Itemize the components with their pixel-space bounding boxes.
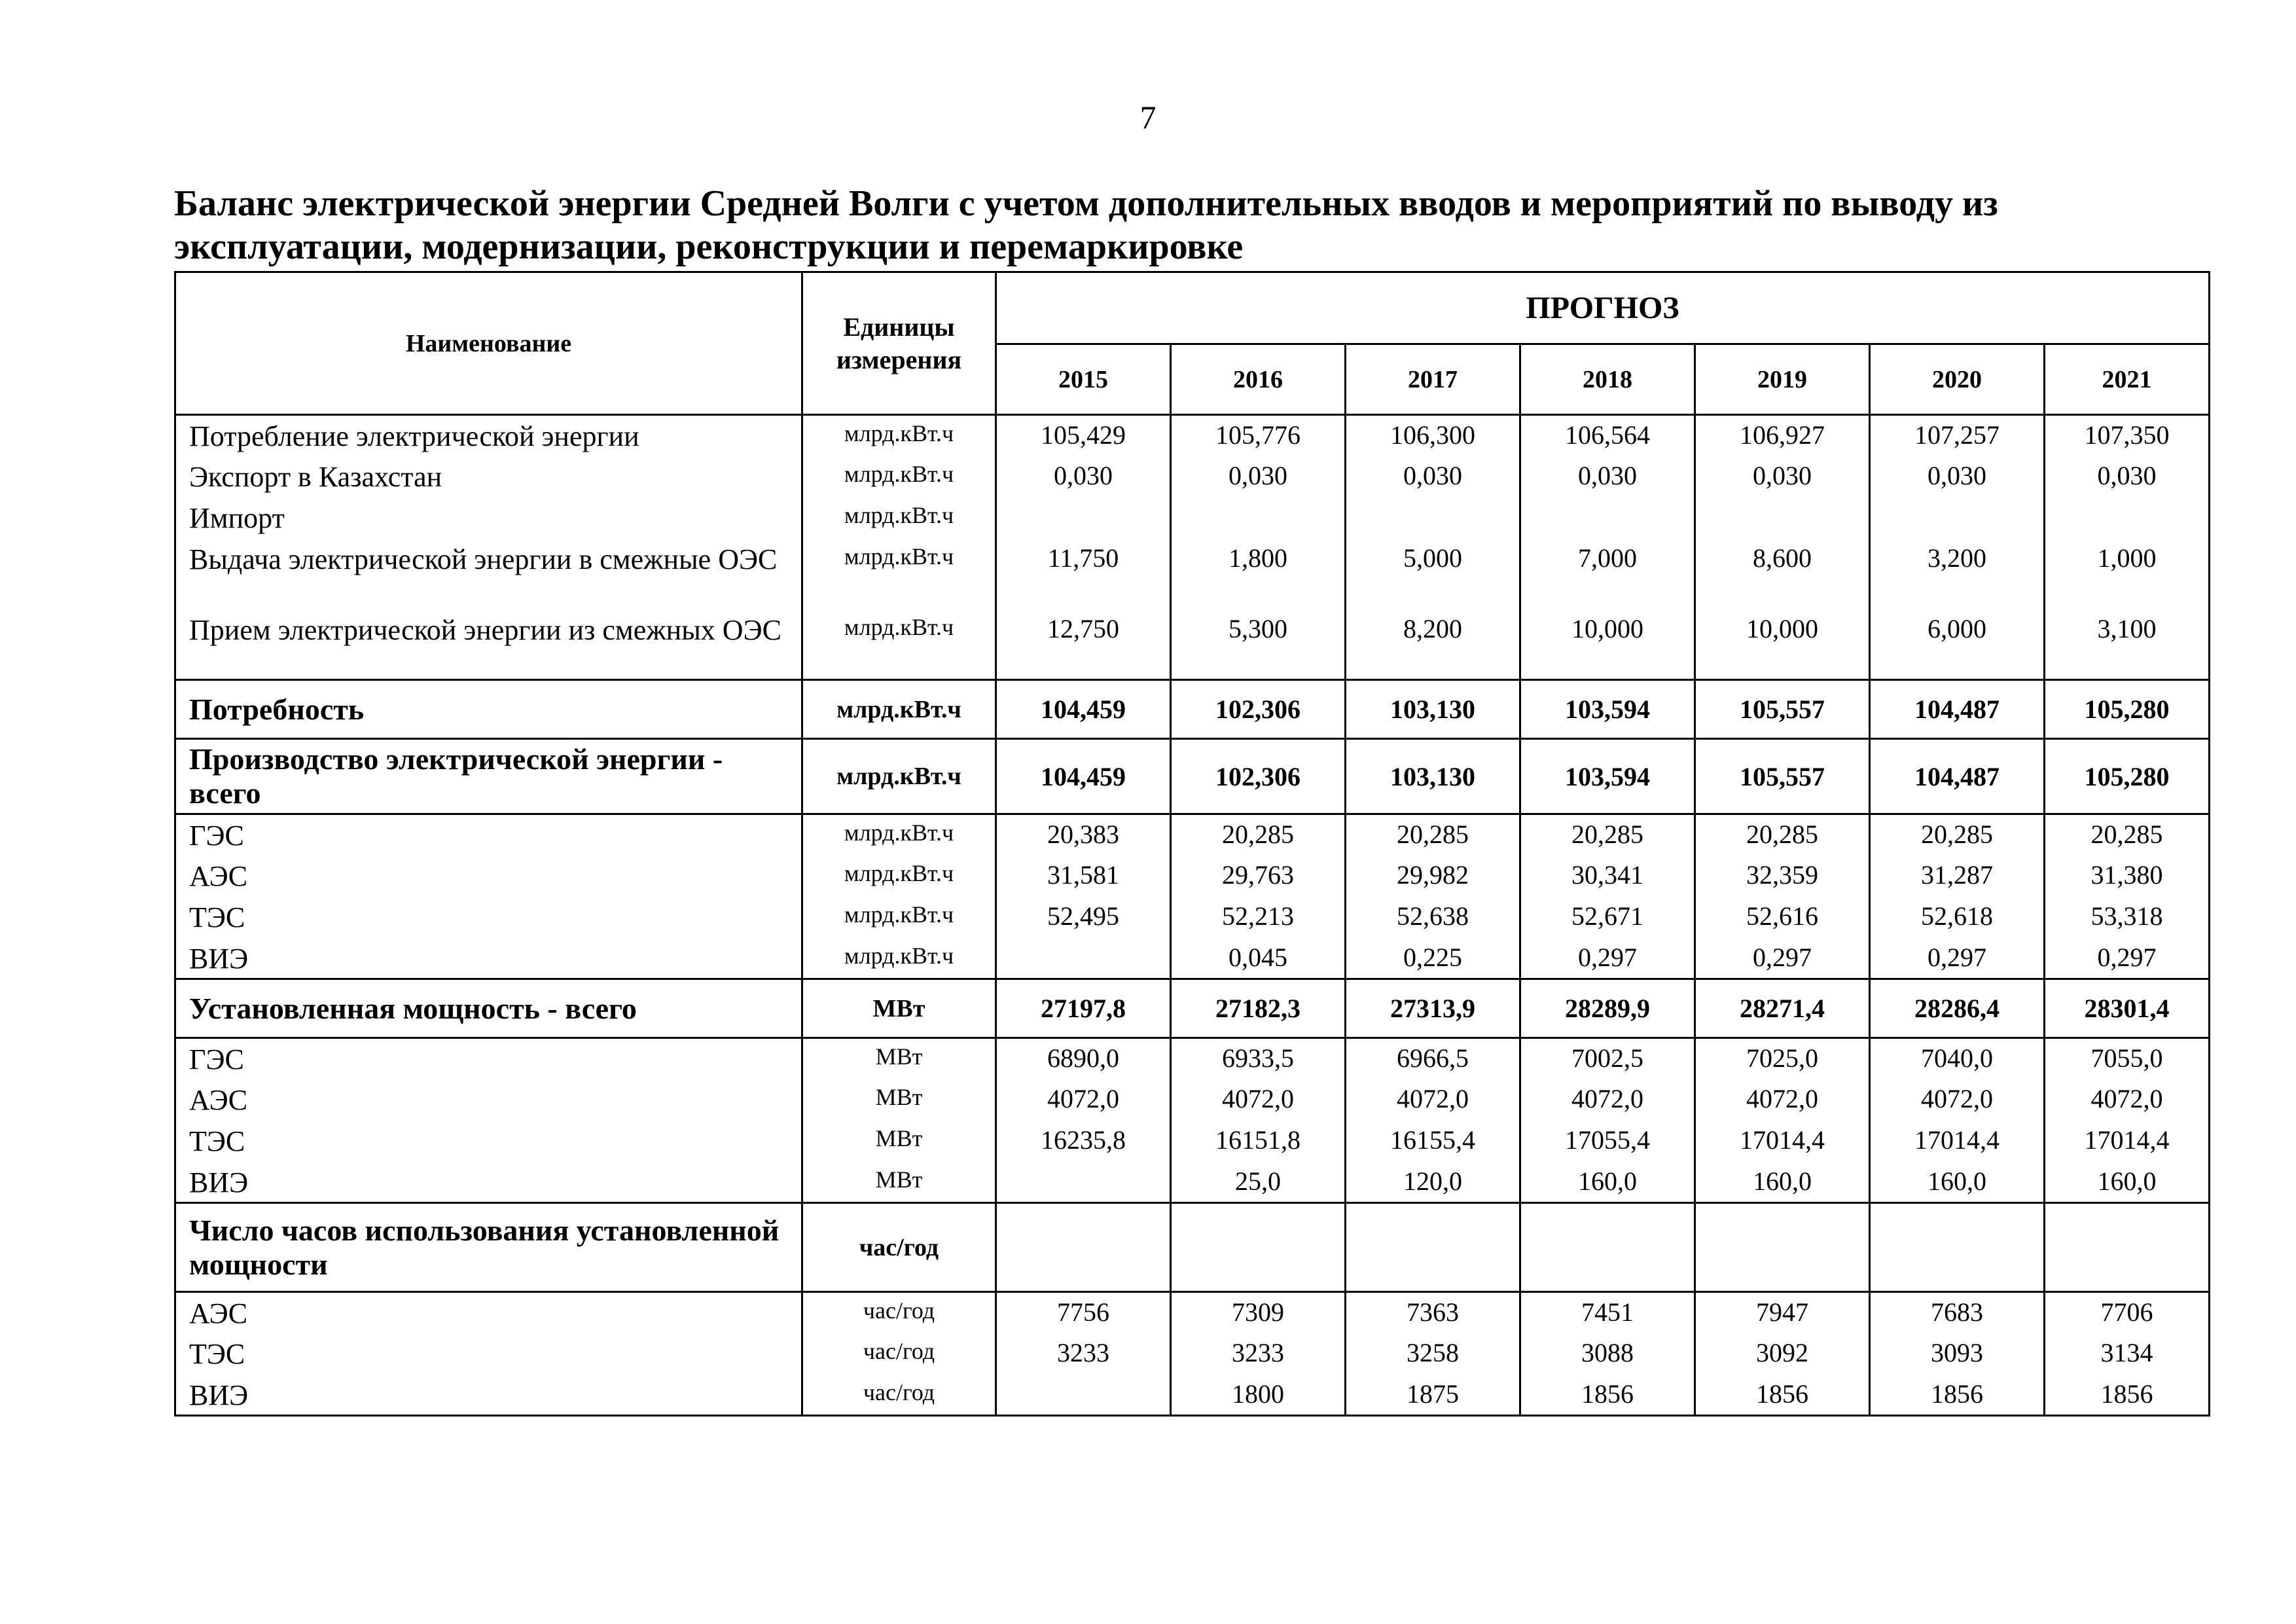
year-header: 2021 [2045,344,2210,415]
value-cell: 106,927 [1695,415,1870,456]
value-cell: 52,638 [1346,897,1520,938]
year-header: 2018 [1520,344,1695,415]
value-cell: 28271,4 [1695,979,1870,1038]
value-cell: 160,0 [1870,1162,2045,1203]
value-cell: 106,564 [1520,415,1695,456]
year-header: 2017 [1346,344,1520,415]
value-cell: 52,618 [1870,897,2045,938]
value-cell: 103,594 [1520,680,1695,739]
value-cell: 1856 [2045,1375,2210,1416]
value-cell: 0,030 [1171,456,1346,497]
value-cell: 20,285 [1870,814,2045,856]
value-cell: 8,200 [1346,609,1520,680]
value-cell: 0,030 [2045,456,2210,497]
value-cell [1695,497,1870,539]
value-cell [1520,497,1695,539]
table-row [175,938,2210,979]
value-cell: 16235,8 [996,1121,1171,1162]
value-cell: 1875 [1346,1375,1520,1416]
value-cell: 0,297 [2045,938,2210,979]
row-unit: млрд.кВт.ч [802,739,996,814]
row-unit: млрд.кВт.ч [802,814,996,856]
row-name: ГЭС [175,814,802,856]
value-cell: 3134 [2045,1333,2210,1375]
value-cell: 6966,5 [1346,1038,1520,1079]
value-cell: 4072,0 [996,1079,1171,1121]
row-name: ВИЭ [175,938,802,979]
year-header: 2019 [1695,344,1870,415]
value-cell: 5,000 [1346,539,1520,609]
value-cell: 1,000 [2045,539,2210,609]
value-cell: 105,776 [1171,415,1346,456]
row-name: АЭС [175,1292,802,1333]
value-cell: 0,045 [1171,938,1346,979]
value-cell: 3088 [1520,1333,1695,1375]
value-cell: 3233 [996,1333,1171,1375]
value-cell: 8,600 [1695,539,1870,609]
value-cell: 20,383 [996,814,1171,856]
value-cell: 104,459 [996,680,1171,739]
row-name: ГЭС [175,1038,802,1079]
value-cell: 17014,4 [1870,1121,2045,1162]
value-cell: 120,0 [1346,1162,1520,1203]
column-header-name: Наименование [175,272,802,415]
value-cell: 17014,4 [2045,1121,2210,1162]
row-name: Потребность [175,680,802,739]
value-cell: 102,306 [1171,680,1346,739]
table-row [175,814,2210,856]
value-cell: 103,594 [1520,739,1695,814]
table-row [175,497,2210,539]
value-cell [1346,1203,1520,1292]
table-row [175,1333,2210,1375]
value-cell [1870,497,2045,539]
value-cell: 27197,8 [996,979,1171,1038]
value-cell: 52,495 [996,897,1171,938]
column-header-unit: Единицы измерения [802,272,996,415]
value-cell: 160,0 [2045,1162,2210,1203]
value-cell: 7002,5 [1520,1038,1695,1079]
row-unit: млрд.кВт.ч [802,539,996,609]
value-cell: 4072,0 [1346,1079,1520,1121]
value-cell: 0,297 [1520,938,1695,979]
row-name: АЭС [175,856,802,897]
row-name: Потребление электрической энергии [175,415,802,456]
value-cell: 7,000 [1520,539,1695,609]
value-cell: 3,200 [1870,539,2045,609]
value-cell: 1856 [1870,1375,2045,1416]
row-unit: млрд.кВт.ч [802,938,996,979]
value-cell: 20,285 [1171,814,1346,856]
value-cell: 10,000 [1695,609,1870,680]
page-number: 7 [1139,99,1157,135]
table-row [175,1292,2210,1333]
table-row [175,539,2210,609]
value-cell: 7055,0 [2045,1038,2210,1079]
value-cell: 7363 [1346,1292,1520,1333]
value-cell: 28301,4 [2045,979,2210,1038]
row-name: Экспорт в Казахстан [175,456,802,497]
row-unit: млрд.кВт.ч [802,456,996,497]
value-cell: 0,030 [996,456,1171,497]
value-cell: 7683 [1870,1292,2045,1333]
value-cell: 104,487 [1870,739,2045,814]
value-cell: 105,429 [996,415,1171,456]
value-cell: 104,487 [1870,680,2045,739]
page-title: Баланс электрической энергии Средней Волги с учетом дополнительных вводов и мероприятий по выводу из эксплуатации, модернизации, реконструкции и перемаркировке [174,183,1998,267]
value-cell: 7025,0 [1695,1038,1870,1079]
value-cell: 3233 [1171,1333,1346,1375]
value-cell: 5,300 [1171,609,1346,680]
value-cell: 107,350 [2045,415,2210,456]
table-row [175,1079,2210,1121]
row-unit: час/год [802,1292,996,1333]
value-cell: 30,341 [1520,856,1695,897]
value-cell: 105,280 [2045,739,2210,814]
value-cell: 160,0 [1695,1162,1870,1203]
value-cell: 1856 [1520,1375,1695,1416]
year-header: 2016 [1171,344,1346,415]
row-unit: млрд.кВт.ч [802,609,996,680]
value-cell: 0,030 [1346,456,1520,497]
row-name: ТЭС [175,897,802,938]
value-cell: 0,297 [1870,938,2045,979]
value-cell [996,1203,1171,1292]
value-cell: 6890,0 [996,1038,1171,1079]
value-cell: 4072,0 [1870,1079,2045,1121]
value-cell: 28289,9 [1520,979,1695,1038]
value-cell [1695,1203,1870,1292]
value-cell: 106,300 [1346,415,1520,456]
value-cell: 104,459 [996,739,1171,814]
row-name: ТЭС [175,1121,802,1162]
row-unit: МВт [802,1038,996,1079]
value-cell: 20,285 [1520,814,1695,856]
value-cell: 3092 [1695,1333,1870,1375]
row-name: ВИЭ [175,1162,802,1203]
value-cell: 17055,4 [1520,1121,1695,1162]
year-header: 2015 [996,344,1171,415]
table-row [175,1162,2210,1203]
value-cell: 6,000 [1870,609,2045,680]
value-cell: 103,130 [1346,739,1520,814]
row-name: ТЭС [175,1333,802,1375]
value-cell: 160,0 [1520,1162,1695,1203]
value-cell: 52,616 [1695,897,1870,938]
value-cell: 105,557 [1695,680,1870,739]
value-cell: 0,030 [1870,456,2045,497]
value-cell: 20,285 [1346,814,1520,856]
row-unit: час/год [802,1375,996,1416]
row-unit: млрд.кВт.ч [802,680,996,739]
value-cell [2045,497,2210,539]
table-row [175,897,2210,938]
table-row [175,979,2210,1038]
row-unit: МВт [802,979,996,1038]
value-cell [996,497,1171,539]
table-row [175,739,2210,814]
value-cell: 27313,9 [1346,979,1520,1038]
value-cell: 105,280 [2045,680,2210,739]
value-cell: 3258 [1346,1333,1520,1375]
value-cell: 20,285 [1695,814,1870,856]
value-cell: 0,225 [1346,938,1520,979]
value-cell [1346,497,1520,539]
row-name: АЭС [175,1079,802,1121]
year-header: 2020 [1870,344,2045,415]
table-row [175,1038,2210,1079]
row-name: Выдача электрической энергии в смежные ОЭС [175,539,802,609]
row-unit: МВт [802,1162,996,1203]
value-cell: 10,000 [1520,609,1695,680]
value-cell [996,1162,1171,1203]
value-cell: 4072,0 [1695,1079,1870,1121]
value-cell: 0,030 [1520,456,1695,497]
value-cell: 16155,4 [1346,1121,1520,1162]
value-cell: 1,800 [1171,539,1346,609]
value-cell: 52,213 [1171,897,1346,938]
value-cell: 29,982 [1346,856,1520,897]
value-cell [1520,1203,1695,1292]
value-cell: 25,0 [1171,1162,1346,1203]
value-cell: 1856 [1695,1375,1870,1416]
row-unit: час/год [802,1203,996,1292]
value-cell [2045,1203,2210,1292]
value-cell: 3,100 [2045,609,2210,680]
value-cell: 7451 [1520,1292,1695,1333]
value-cell: 1800 [1171,1375,1346,1416]
row-unit: МВт [802,1079,996,1121]
value-cell: 107,257 [1870,415,2045,456]
value-cell: 20,285 [2045,814,2210,856]
row-name: ВИЭ [175,1375,802,1416]
table-row [175,415,2210,456]
value-cell: 3093 [1870,1333,2045,1375]
value-cell: 29,763 [1171,856,1346,897]
value-cell: 31,380 [2045,856,2210,897]
value-cell: 7947 [1695,1292,1870,1333]
value-cell: 0,030 [1695,456,1870,497]
value-cell: 7309 [1171,1292,1346,1333]
energy-balance-table [174,271,2210,1416]
row-unit: млрд.кВт.ч [802,897,996,938]
value-cell [996,938,1171,979]
value-cell: 105,557 [1695,739,1870,814]
value-cell: 31,287 [1870,856,2045,897]
value-cell: 102,306 [1171,739,1346,814]
value-cell: 4072,0 [2045,1079,2210,1121]
value-cell: 27182,3 [1171,979,1346,1038]
value-cell: 17014,4 [1695,1121,1870,1162]
value-cell [1171,1203,1346,1292]
value-cell: 6933,5 [1171,1038,1346,1079]
table-body [175,415,2210,1416]
value-cell [1870,1203,2045,1292]
value-cell: 103,130 [1346,680,1520,739]
table-row [175,456,2210,497]
value-cell: 31,581 [996,856,1171,897]
row-name: Производство электрической энергии - всего [175,739,802,814]
table-row [175,1121,2210,1162]
value-cell: 52,671 [1520,897,1695,938]
value-cell: 28286,4 [1870,979,2045,1038]
row-unit: час/год [802,1333,996,1375]
value-cell: 11,750 [996,539,1171,609]
row-name: Установленная мощность - всего [175,979,802,1038]
value-cell: 7706 [2045,1292,2210,1333]
row-name: Импорт [175,497,802,539]
value-cell: 4072,0 [1171,1079,1346,1121]
table-row [175,680,2210,739]
value-cell: 53,318 [2045,897,2210,938]
table-row [175,609,2210,680]
value-cell: 0,297 [1695,938,1870,979]
row-name: Прием электрической энергии из смежных ОЭС [175,609,802,680]
value-cell: 32,359 [1695,856,1870,897]
row-name: Число часов использования установленной мощности [175,1203,802,1292]
value-cell: 7756 [996,1292,1171,1333]
value-cell: 12,750 [996,609,1171,680]
row-unit: млрд.кВт.ч [802,856,996,897]
table-row [175,856,2210,897]
column-header-forecast: ПРОГНОЗ [996,272,2210,344]
value-cell: 7040,0 [1870,1038,2045,1079]
row-unit: млрд.кВт.ч [802,415,996,456]
table-row [175,1203,2210,1292]
value-cell [1171,497,1346,539]
value-cell: 4072,0 [1520,1079,1695,1121]
row-unit: МВт [802,1121,996,1162]
value-cell: 16151,8 [1171,1121,1346,1162]
table-row [175,1375,2210,1416]
row-unit: млрд.кВт.ч [802,497,996,539]
value-cell [996,1375,1171,1416]
